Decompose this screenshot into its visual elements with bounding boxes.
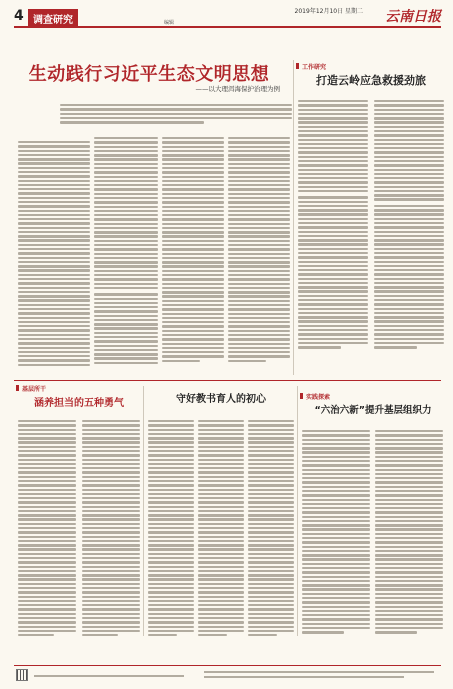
page-number: 4 — [14, 8, 24, 24]
bottom-right-column-1 — [302, 430, 370, 636]
main-article-intro — [60, 104, 292, 125]
section-divider — [14, 380, 441, 381]
main-article-column-2 — [94, 137, 158, 366]
footer-info-line — [204, 671, 434, 673]
right-article-title: 打造云岭应急救援劲旅 — [316, 74, 426, 87]
bottom-center-column-1 — [148, 420, 194, 638]
column-divider — [143, 386, 144, 636]
main-article-title: 生动践行习近平生态文明思想 — [28, 64, 270, 85]
main-article-column-4 — [228, 137, 290, 364]
masthead-logo: 云南日报 — [385, 9, 441, 25]
column-divider — [293, 60, 294, 375]
bottom-right-title: “六治六新”提升基层组织力 — [314, 405, 432, 416]
main-article-column-1 — [18, 137, 90, 368]
editor-line: 编辑 — [164, 20, 175, 26]
bottom-left-title: 涵养担当的五种勇气 — [34, 398, 124, 409]
page-header — [14, 6, 441, 28]
bottom-center-column-2 — [198, 420, 244, 638]
bottom-center-column-3 — [248, 420, 294, 638]
bottom-center-title: 守好教书育人的初心 — [176, 394, 266, 405]
bottom-left-tag: 基层所干 — [16, 384, 46, 393]
section-label: 调查研究 — [28, 9, 78, 28]
bottom-left-column-2 — [82, 420, 140, 638]
bottom-left-column-1 — [18, 420, 76, 638]
bottom-right-column-2 — [375, 430, 443, 636]
right-article-tag: 工作研究 — [296, 62, 326, 71]
right-article-column-2 — [374, 100, 444, 350]
issue-date: 2019年12月10日 星期二 — [294, 8, 363, 15]
column-divider — [297, 386, 298, 636]
page-footer — [14, 665, 441, 683]
bottom-right-tag: 实践探索 — [300, 392, 330, 401]
footer-info-line — [204, 676, 404, 678]
qr-code-icon — [16, 669, 28, 681]
main-article-column-3 — [162, 137, 224, 364]
main-article-subtitle: ——以大理洱海保护治理为例 — [195, 85, 280, 93]
footer-info-line — [34, 675, 184, 677]
right-article-column-1 — [298, 100, 368, 350]
